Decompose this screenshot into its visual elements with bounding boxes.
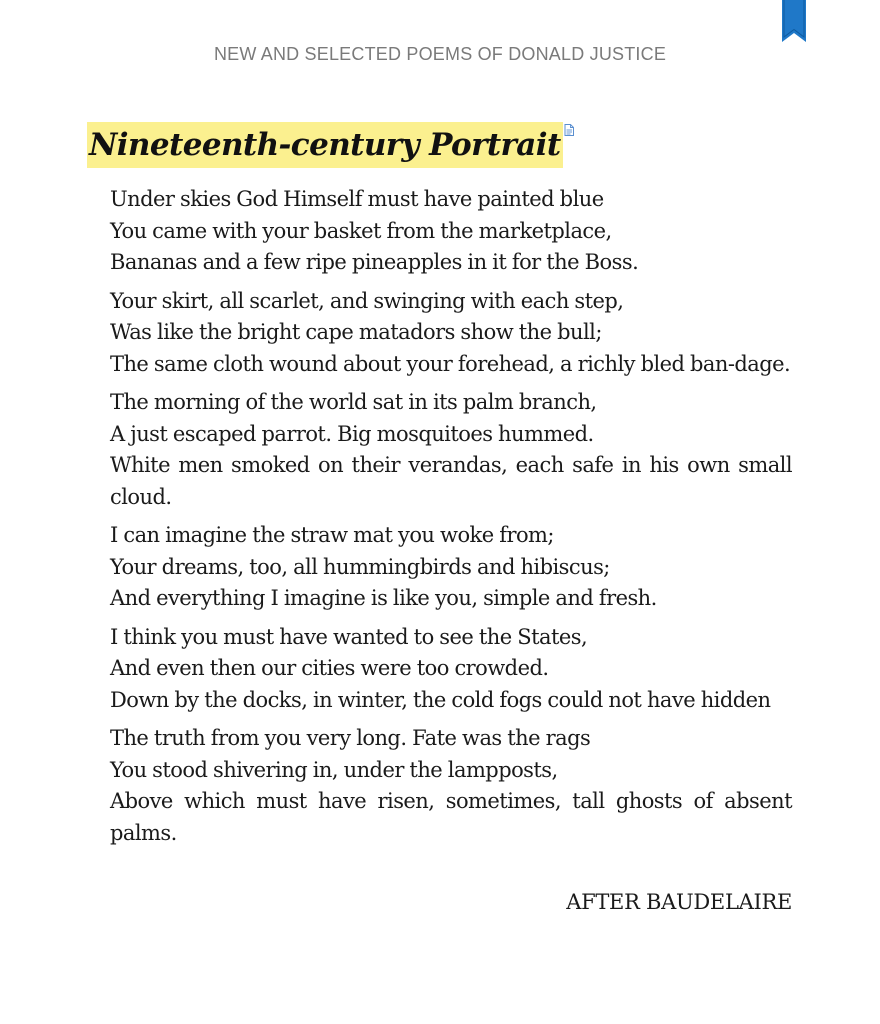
stanza (110, 723, 792, 849)
poem-line: A just escaped parrot. Big mosquitoes hummed. (110, 421, 594, 446)
poem-line: You came with your basket from the marketplace, (110, 218, 612, 243)
poem-attribution: AFTER BAUDELAIRE (566, 890, 792, 914)
poem-line: Under skies God Himself must have painted blue (110, 187, 604, 211)
poem-line: You stood shivering in, under the lampposts, (110, 757, 558, 782)
poem-line: And everything I imagine is like you, simple and fresh. (110, 586, 657, 610)
stanza (110, 184, 792, 279)
poem-line: Bananas and a few ripe pineapples in it for the Boss. (110, 250, 639, 274)
poem-title[interactable]: Nineteenth-century Portrait (87, 122, 563, 168)
poem-line: Your skirt, all scarlet, and swinging with each step, (110, 288, 624, 313)
stanza (110, 286, 792, 381)
note-icon[interactable] (564, 124, 574, 136)
poem-line: Down by the docks, in winter, the cold fogs could not have hidden (110, 687, 771, 712)
stanza (110, 520, 792, 615)
stanza (110, 622, 792, 717)
poem-line: The same cloth wound about your forehead, a richly bled ban-dage. (110, 351, 791, 376)
poem-line: The truth from you very long. Fate was the rags (110, 726, 591, 750)
poem-line: White men smoked on their verandas, each safe in his own small cloud. (110, 453, 792, 509)
poem-line: Above which must have risen, sometimes, tall ghosts of absent palms. (110, 789, 792, 845)
poem-line: The morning of the world sat in its palm branch, (110, 390, 597, 414)
poem-line: I think you must have wanted to see the States, (110, 624, 588, 649)
poem-line: Was like the bright cape matadors show the bull; (110, 320, 602, 344)
stanza (110, 387, 792, 513)
poem-line: Your dreams, too, all hummingbirds and hibiscus; (110, 554, 610, 579)
bookmark-ribbon-icon[interactable] (782, 0, 806, 42)
poem-body (110, 184, 792, 856)
poem-title-container (87, 122, 574, 168)
poem-line: I can imagine the straw mat you woke from; (110, 523, 554, 547)
poem-line: And even then our cities were too crowded. (110, 656, 549, 680)
book-title-header: NEW AND SELECTED POEMS OF DONALD JUSTICE (213, 44, 667, 64)
